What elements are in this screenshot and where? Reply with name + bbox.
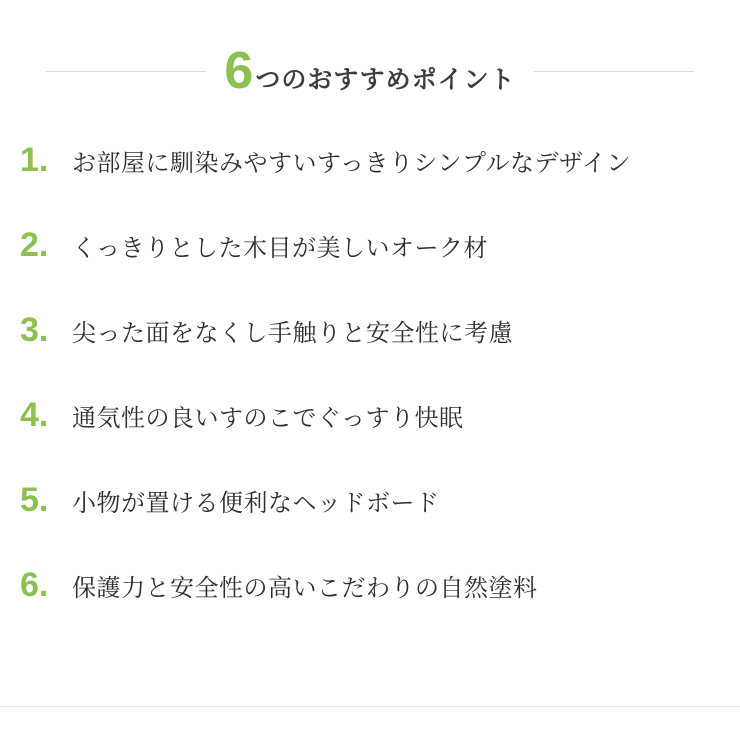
list-item-text: 尖った面をなくし手触りと安全性に考慮 bbox=[72, 320, 513, 347]
list-item-number: 2. bbox=[20, 226, 49, 264]
list-item-text: お部屋に馴染みやすいすっきりシンプルなデザイン bbox=[72, 150, 631, 177]
list-item bbox=[0, 568, 740, 653]
list-item-number: 1. bbox=[20, 141, 49, 179]
list-item-number: 3. bbox=[20, 311, 49, 349]
list-item-text: 保護力と安全性の高いこだわりの自然塗料 bbox=[72, 575, 538, 602]
list-item bbox=[0, 398, 740, 483]
page-heading bbox=[0, 40, 740, 102]
list-item-text: 小物が置ける便利なヘッドボード bbox=[72, 490, 440, 517]
list-item-number: 6. bbox=[20, 566, 49, 604]
heading-rule-right bbox=[534, 71, 694, 72]
list-item-text: 通気性の良いすのこでぐっすり快眠 bbox=[72, 405, 464, 432]
heading-rule-left bbox=[46, 71, 206, 72]
bottom-divider bbox=[0, 706, 740, 707]
heading-number: 6 bbox=[224, 42, 254, 100]
heading-label: つのおすすめポイント bbox=[255, 66, 516, 94]
points-list bbox=[0, 143, 740, 653]
list-item bbox=[0, 483, 740, 568]
list-item bbox=[0, 228, 740, 313]
list-item-number: 5. bbox=[20, 481, 49, 519]
list-item-number: 4. bbox=[20, 396, 49, 434]
heading-text bbox=[224, 42, 516, 100]
list-item-text: くっきりとした木目が美しいオーク材 bbox=[72, 235, 489, 262]
list-item bbox=[0, 313, 740, 398]
list-item bbox=[0, 143, 740, 228]
